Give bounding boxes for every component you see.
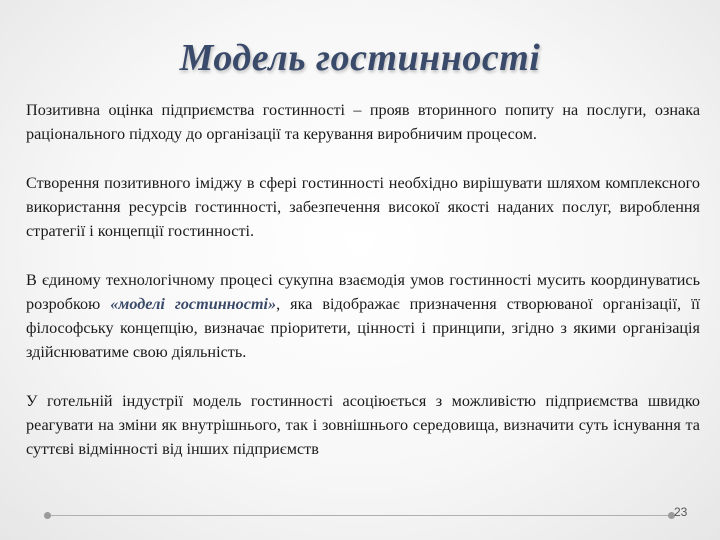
- paragraph-3-end: , яка відображає призначення створюваної організації, її філософську концепцію, визначає пріоритети, цінності і принципи, згідно з якими організація здійснюватиме свою діяльність.: [26, 295, 701, 361]
- paragraph-4: У готельній індустрії модель гостинності асоціюється з можливістю підприємства швидко реагувати на зміни як внутрішнього, так і зовнішнього середовища, визначити суть існування та суттєві відмінності від інших підприємств: [26, 392, 700, 458]
- paragraph-1: Позитивна оцінка підприємства гостинності – прояв вторинного попиту на послуги, ознака раціонального підходу до організації та керування виробничим процесом.: [26, 101, 700, 143]
- paragraph-3-start: В єдиному технологічному процесі сукупна взаємодія умов гостинності мусить координуватись розробкою: [26, 271, 700, 313]
- slide-title: Модель гостинності: [179, 37, 541, 79]
- paragraph-2: Створення позитивного іміджу в сфері гостинності необхідно вирішувати шляхом комплексного використання ресурсів гостинності, забезпечення високої якості наданих послуг, вироблення стратегії і концепції гостинності.: [26, 174, 700, 240]
- model-term-emphasis: «моделі гостинності»: [110, 295, 277, 313]
- footer-divider: [48, 515, 672, 516]
- slide-body: [26, 98, 700, 461]
- page-number: 23: [674, 505, 688, 519]
- footer-dot-left: [44, 512, 51, 519]
- paragraph-3: [26, 268, 700, 364]
